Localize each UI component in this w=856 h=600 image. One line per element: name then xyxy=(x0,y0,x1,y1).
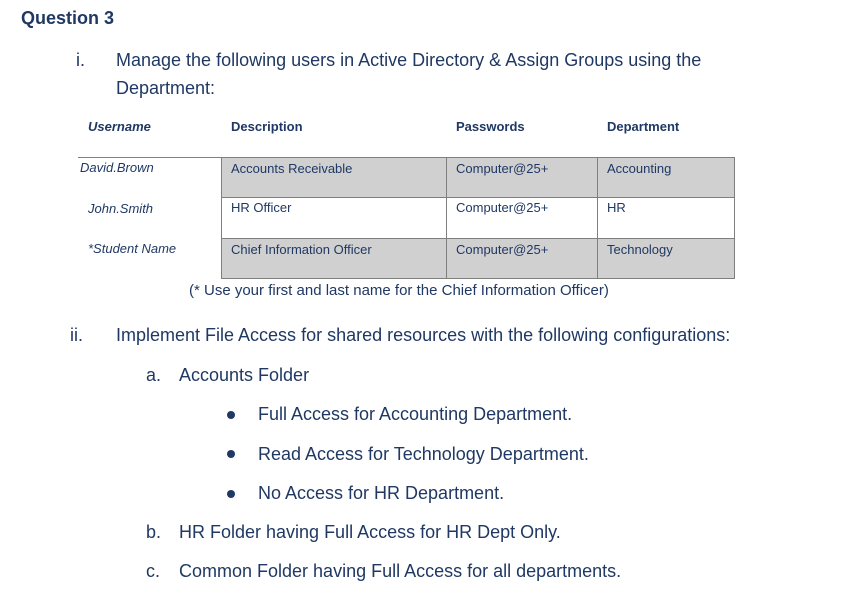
part-i-line-1: Manage the following users in Active Directory & Assign Groups using the xyxy=(116,50,702,70)
item-a-letter: a. xyxy=(146,365,162,385)
item-c-text: Common Folder having Full Access for all departments. xyxy=(179,561,622,581)
table-rule xyxy=(78,157,221,158)
cell-username: *Student Name xyxy=(88,241,177,256)
item-c-letter: c. xyxy=(146,561,161,581)
bullet-icon xyxy=(227,450,235,458)
header-username: Username xyxy=(88,119,151,134)
header-passwords: Passwords xyxy=(456,119,525,134)
cell-department: Technology xyxy=(597,238,735,279)
cell-department: HR xyxy=(597,197,735,239)
item-a-text: Accounts Folder xyxy=(179,365,310,385)
part-ii-text: Implement File Access for shared resources with the following configurations: xyxy=(116,325,731,345)
part-i-numeral: i. xyxy=(76,50,85,70)
part-ii-numeral: ii. xyxy=(70,325,83,345)
item-b-letter: b. xyxy=(146,522,162,542)
cell-password: Computer@25+ xyxy=(446,238,598,279)
cell-department: Accounting xyxy=(597,157,735,198)
cell-username: John.Smith xyxy=(88,201,154,216)
cell-description: Chief Information Officer xyxy=(221,238,447,279)
bullet-icon xyxy=(227,411,235,419)
cell-username: David.Brown xyxy=(80,160,154,175)
cell-description: Accounts Receivable xyxy=(221,157,447,198)
list-item: No Access for HR Department. xyxy=(258,483,505,503)
question-title: Question 3 xyxy=(21,8,115,28)
part-i-line-2: Department: xyxy=(116,78,216,98)
cell-password: Computer@25+ xyxy=(446,197,598,239)
table-note: (* Use your first and last name for the Chief Information Officer) xyxy=(189,282,609,299)
cell-description: HR Officer xyxy=(221,197,447,239)
cell-password: Computer@25+ xyxy=(446,157,598,198)
bullet-icon xyxy=(227,490,235,498)
list-item: Full Access for Accounting Department. xyxy=(258,404,573,424)
list-item: Read Access for Technology Department. xyxy=(258,444,589,464)
item-b-text: HR Folder having Full Access for HR Dept Only. xyxy=(179,522,561,542)
header-department: Department xyxy=(607,119,680,134)
header-description: Description xyxy=(231,119,303,134)
